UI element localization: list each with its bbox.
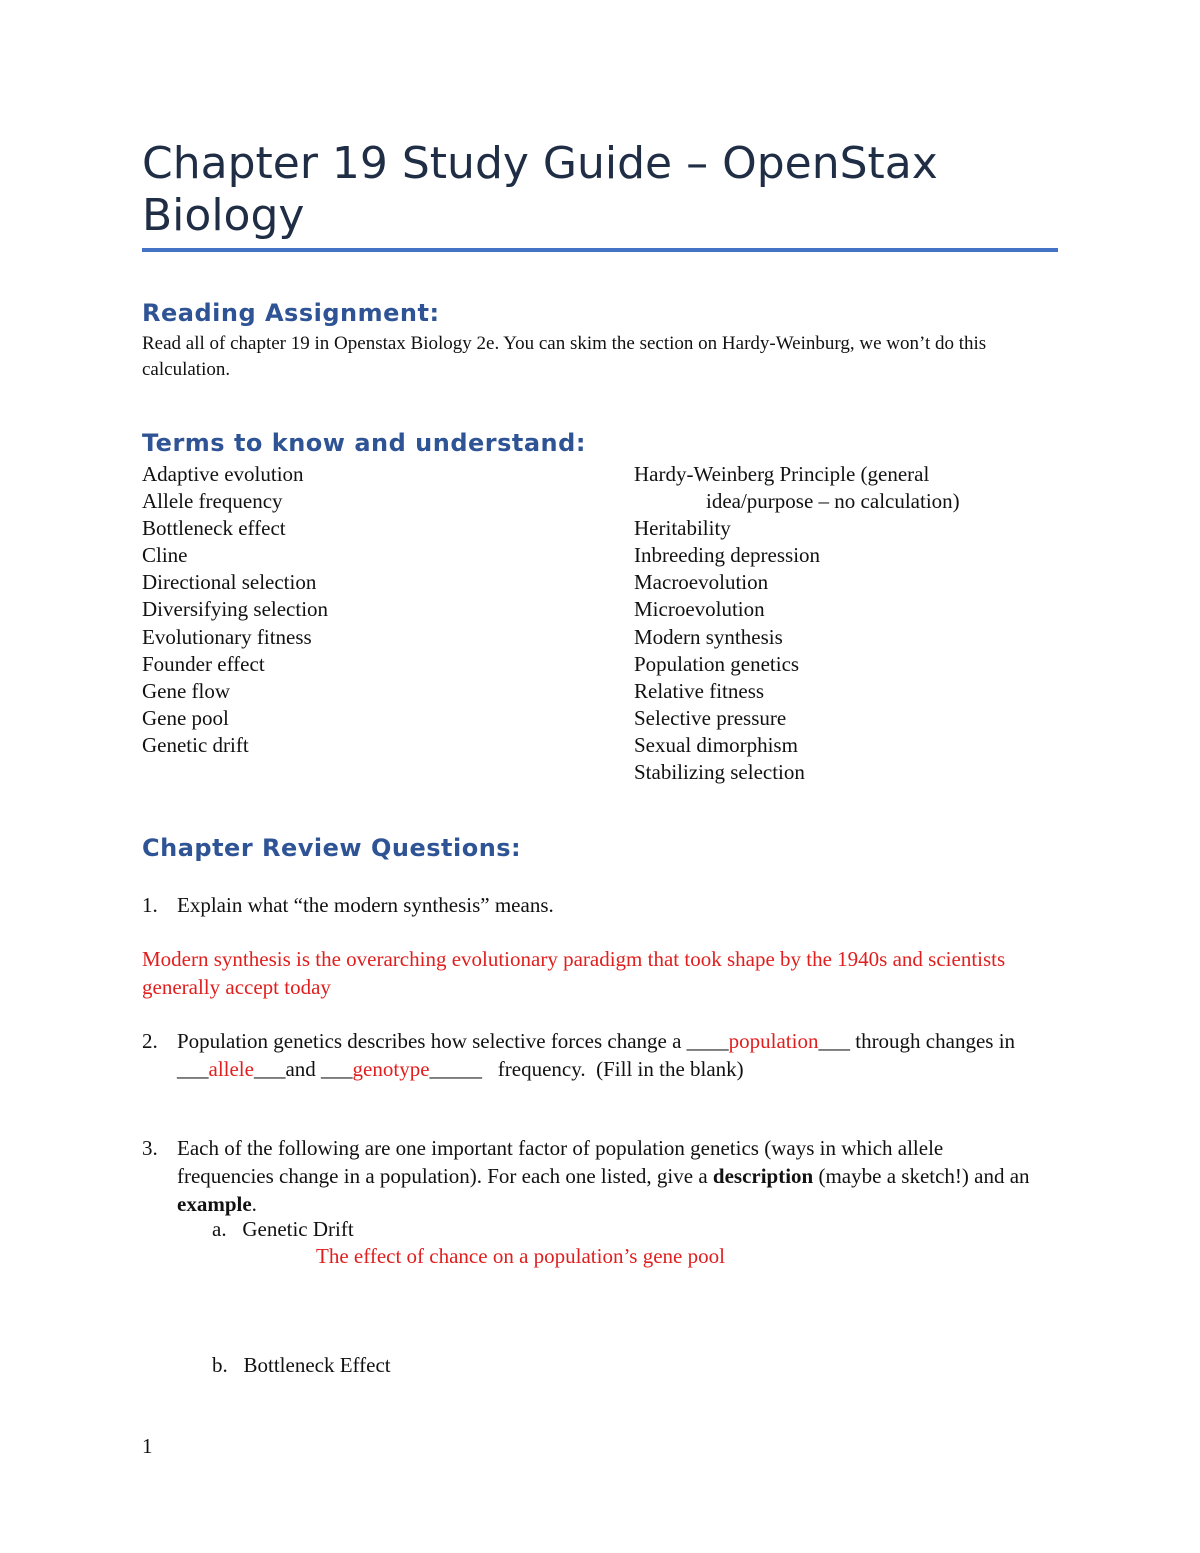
term-item: Diversifying selection — [142, 597, 329, 622]
sub-item-label: b. — [212, 1353, 228, 1377]
question-text-part: . — [251, 1192, 257, 1216]
terms-heading: Terms to know and understand: — [142, 429, 586, 457]
reading-text: Read all of chapter 19 in Openstax Biology 2e. You can skim the section on Hardy-Weinburg, we won’t do this calculation. — [142, 333, 987, 380]
blank-line: ____ — [686, 1029, 729, 1053]
term-item: Inbreeding depression — [634, 543, 821, 568]
blank-line: _____ — [429, 1057, 483, 1081]
question-text-part: (maybe a sketch!) and an — [813, 1164, 1030, 1188]
question-3 — [142, 1134, 1042, 1218]
sub-item-text: Genetic Drift — [242, 1217, 354, 1241]
term-item: Modern synthesis — [634, 624, 783, 649]
question-text — [177, 1134, 1042, 1218]
term-item: Sexual dimorphism — [634, 732, 798, 757]
question-1 — [142, 891, 1042, 919]
page-number: 1 — [142, 1434, 153, 1458]
question-number: 3. — [142, 1136, 158, 1160]
term-item: Macroevolution — [634, 570, 769, 595]
answer-allele: allele — [208, 1057, 254, 1081]
terms-left-list — [142, 461, 328, 759]
term-item: Allele frequency — [142, 489, 283, 514]
answer-genotype: genotype — [352, 1057, 430, 1081]
term-item: Cline — [142, 543, 188, 568]
emphasis-example: example — [177, 1192, 252, 1216]
term-item: Heritability — [634, 516, 731, 541]
title-underline — [142, 248, 1058, 252]
term-item: Relative fitness — [634, 678, 765, 703]
page-title: Chapter 19 Study Guide – OpenStax Biology — [142, 138, 938, 241]
term-item: Evolutionary fitness — [142, 624, 312, 649]
question-number: 1. — [142, 893, 158, 917]
question-text — [177, 1027, 1022, 1083]
blank-line: ___ — [818, 1029, 850, 1053]
sub-item-label: a. — [212, 1217, 227, 1241]
term-item: Bottleneck effect — [142, 516, 286, 541]
question-text-part: Each of the following are one important factor of population genetics (ways in which allele frequencies change in a population). For each one listed, give a — [177, 1136, 944, 1188]
terms-right-list — [634, 461, 960, 786]
sub-item-b — [212, 1351, 391, 1379]
term-item: Microevolution — [634, 597, 765, 622]
answer-population: population — [728, 1029, 819, 1053]
term-item: Adaptive evolution — [142, 462, 304, 486]
term-item: Stabilizing selection — [634, 760, 805, 785]
question-text-part: and — [285, 1057, 322, 1081]
question-number: 2. — [142, 1029, 158, 1053]
sub-item-a — [212, 1215, 354, 1243]
reading-heading: Reading Assignment: — [142, 299, 440, 327]
term-item: Gene pool — [142, 705, 229, 730]
blank-line: ___ — [321, 1057, 353, 1081]
question-2 — [142, 1027, 1022, 1083]
question-text-part: through changes in — [849, 1029, 1016, 1053]
sub-item-text: Bottleneck Effect — [243, 1353, 391, 1377]
question-text-part: frequency. (Fill in the blank) — [482, 1057, 744, 1081]
review-heading: Chapter Review Questions: — [142, 834, 522, 862]
question-text: Explain what “the modern synthesis” means. — [177, 893, 554, 917]
blank-line: ___ — [177, 1057, 209, 1081]
term-item: Hardy-Weinberg Principle (general — [634, 462, 930, 486]
term-item: Founder effect — [142, 651, 265, 676]
term-item: Directional selection — [142, 570, 317, 595]
term-item: Genetic drift — [142, 732, 249, 757]
answer-1: Modern synthesis is the overarching evolutionary paradigm that took shape by the 1940s and scientists generally accept today — [142, 947, 1006, 999]
blank-line: ___ — [253, 1057, 286, 1081]
term-item: Gene flow — [142, 678, 231, 703]
term-item: Population genetics — [634, 651, 800, 676]
emphasis-description: description — [712, 1164, 814, 1188]
term-item-continuation: idea/purpose – no calculation) — [706, 489, 960, 514]
answer-3a: The effect of chance on a population’s gene pool — [316, 1244, 725, 1268]
term-item: Selective pressure — [634, 705, 787, 730]
question-text-part: Population genetics describes how selective forces change a — [177, 1029, 687, 1053]
